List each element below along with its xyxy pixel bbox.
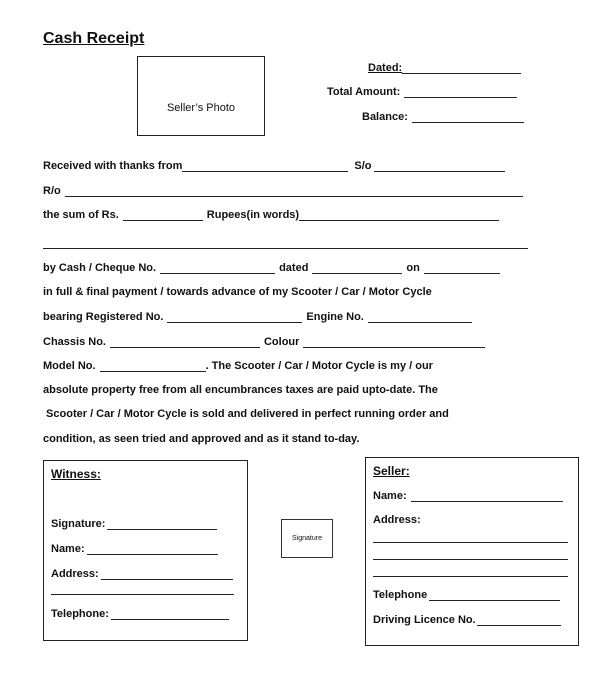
total-amount-field[interactable] [327, 85, 517, 98]
model-label: Model No. [43, 360, 96, 372]
colour-label: Colour [263, 336, 300, 348]
witness-title: Witness: [51, 467, 101, 481]
sum-label: the sum of Rs. [43, 209, 119, 221]
chassis-label: Chassis No. [43, 336, 106, 348]
witness-telephone-line[interactable] [111, 607, 229, 620]
absolute-property-row [43, 384, 438, 396]
so-label: S/o [354, 160, 372, 172]
seller-box [365, 457, 579, 646]
ro-label: R/o [43, 185, 61, 197]
witness-name-field[interactable] [51, 542, 218, 555]
model-rest-text: . The Scooter / Car / Motor Cycle is my / our [205, 360, 433, 372]
model-row [43, 359, 433, 372]
by-cash-label: by Cash / Cheque No. [43, 262, 157, 274]
seller-photo-label: Seller’s Photo [166, 102, 236, 114]
chassis-no-line[interactable] [110, 335, 260, 348]
received-label: Received with thanks from [43, 160, 183, 172]
sold-text: Scooter / Car / Motor Cycle is sold and delivered in perfect running order and [43, 408, 449, 420]
seller-telephone-label: Telephone [373, 589, 428, 601]
signature-box[interactable] [281, 519, 333, 558]
continuation-line[interactable] [43, 248, 528, 249]
received-from-line[interactable] [182, 159, 348, 172]
cheque-dated-line[interactable] [312, 261, 402, 274]
seller-photo-placeholder [137, 56, 265, 136]
dated2-label: dated [279, 262, 309, 274]
payment-text: in full & final payment / towards advance of my Scooter / Car / Motor Cycle [43, 286, 432, 298]
engine-no-line[interactable] [368, 310, 472, 323]
witness-telephone-field[interactable] [51, 607, 229, 620]
seller-name-label: Name: [373, 490, 407, 502]
engine-label: Engine No. [306, 311, 364, 323]
witness-box [43, 460, 248, 641]
seller-address-line-3[interactable] [373, 576, 568, 577]
witness-address-label: Address: [51, 568, 99, 580]
sold-row [43, 408, 449, 420]
rupees-label: Rupees(in words) [206, 209, 300, 221]
bearing-label: bearing Registered No. [43, 311, 164, 323]
dated-label: Dated: [368, 62, 403, 74]
colour-line[interactable] [303, 335, 485, 348]
condition-row [43, 433, 359, 445]
on-label: on [406, 262, 420, 274]
chassis-row [43, 335, 489, 348]
witness-address-field[interactable] [51, 567, 233, 580]
absolute-property-text: absolute property free from all encumbrances taxes are paid upto-date. The [43, 384, 438, 396]
seller-telephone-line[interactable] [429, 588, 560, 601]
witness-signature-label: Signature: [51, 518, 106, 530]
dated-line[interactable] [402, 61, 521, 74]
seller-address-label: Address: [373, 514, 421, 526]
seller-telephone-field[interactable] [373, 588, 560, 601]
total-amount-line[interactable] [404, 85, 517, 98]
seller-address-line-2[interactable] [373, 559, 568, 560]
seller-address-field [373, 514, 421, 526]
cash-row [43, 261, 504, 274]
witness-name-line[interactable] [87, 542, 218, 555]
total-amount-label: Total Amount: [327, 86, 401, 98]
sum-line[interactable] [123, 208, 203, 221]
model-no-line[interactable] [100, 359, 206, 372]
witness-telephone-label: Telephone: [51, 608, 109, 620]
witness-signature-field[interactable] [51, 517, 217, 530]
sum-row [43, 208, 503, 221]
ro-row [43, 184, 527, 197]
witness-address-line-2[interactable] [51, 594, 234, 595]
signature-box-label: Signature [292, 535, 322, 542]
witness-name-label: Name: [51, 543, 85, 555]
witness-signature-line[interactable] [107, 517, 217, 530]
seller-licence-field[interactable] [373, 613, 561, 626]
seller-name-field[interactable] [373, 489, 563, 502]
bearing-row [43, 310, 476, 323]
payment-row [43, 286, 432, 298]
witness-address-line[interactable] [101, 567, 233, 580]
cheque-no-line[interactable] [160, 261, 275, 274]
rupees-words-line[interactable] [299, 208, 499, 221]
balance-line[interactable] [412, 110, 524, 123]
balance-label: Balance: [362, 111, 408, 123]
seller-licence-line[interactable] [477, 613, 561, 626]
ro-line[interactable] [65, 184, 523, 197]
seller-title: Seller: [373, 464, 410, 478]
seller-name-line[interactable] [411, 489, 563, 502]
seller-licence-label: Driving Licence No. [373, 614, 476, 626]
balance-field[interactable] [362, 110, 524, 123]
so-line[interactable] [374, 159, 505, 172]
registered-no-line[interactable] [167, 310, 302, 323]
seller-address-line-1[interactable] [373, 542, 568, 543]
received-row [43, 159, 509, 172]
on-line[interactable] [424, 261, 500, 274]
page-title: Cash Receipt [43, 30, 145, 47]
condition-text: condition, as seen tried and approved and as it stand to-day. [43, 433, 360, 445]
dated-field[interactable] [368, 61, 521, 74]
